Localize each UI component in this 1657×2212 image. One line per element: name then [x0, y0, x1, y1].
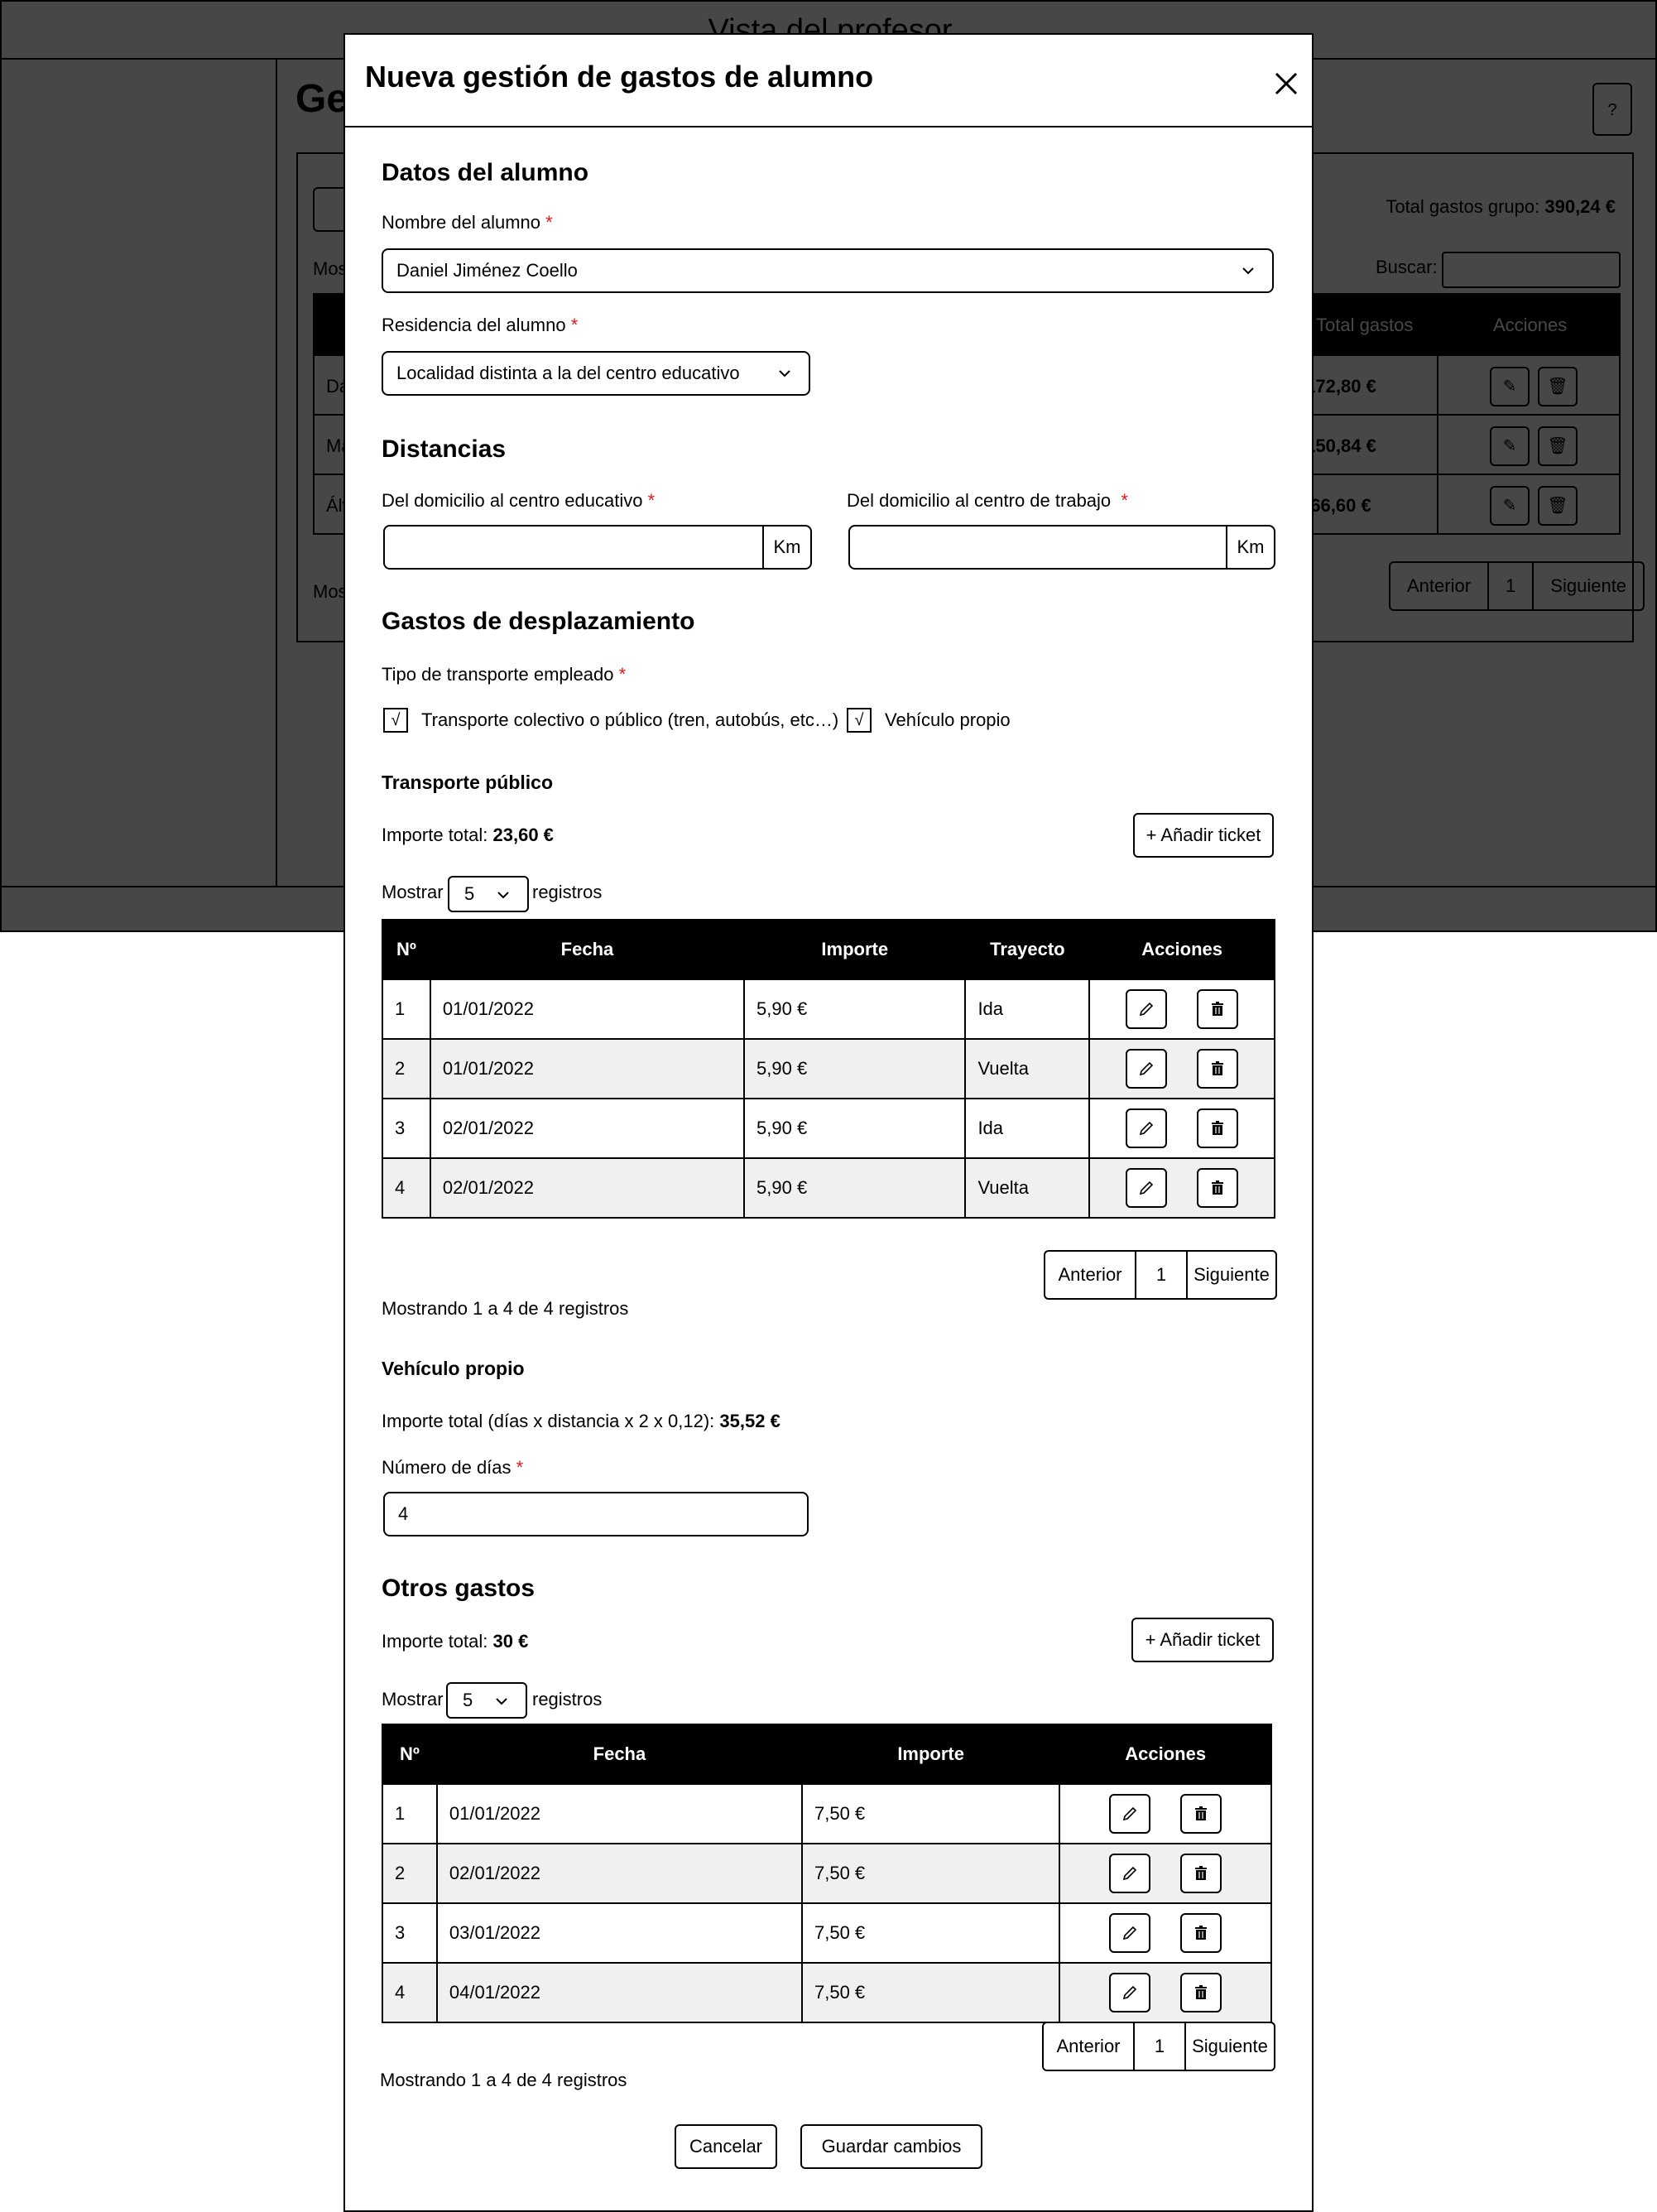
page-size-value: 5 [463, 1690, 473, 1710]
days-label: Número de días * [382, 1457, 524, 1478]
work-distance-label: Del domicilio al centro de trabajo * [847, 490, 1128, 511]
expense-modal [343, 33, 1314, 2212]
delete-button[interactable] [1180, 1913, 1222, 1953]
next-button[interactable]: Siguiente [1184, 2023, 1274, 2070]
edit-button[interactable] [1109, 1913, 1150, 1953]
trash-icon [1208, 1060, 1227, 1078]
public-transport-footer: Mostrando 1 a 4 de 4 registros [382, 1298, 629, 1319]
cell-date: 02/01/2022 [430, 1158, 744, 1218]
chevron-down-icon [777, 366, 792, 381]
pencil-icon [1137, 1000, 1155, 1018]
table-row [382, 979, 1275, 1039]
edit-button[interactable] [1126, 1049, 1167, 1089]
next-button[interactable]: Siguiente [1186, 1252, 1275, 1298]
delete-button[interactable] [1197, 1168, 1238, 1208]
cell-date: 03/01/2022 [437, 1903, 802, 1963]
cell-amount: 5,90 € [744, 1158, 965, 1218]
trash-icon [1192, 1984, 1210, 2002]
cell-amount: 5,90 € [744, 979, 965, 1039]
cell-number: 4 [382, 1158, 430, 1218]
other-expenses-total: Importe total: 30 € [382, 1631, 529, 1652]
student-name-value: Daniel Jiménez Coello [396, 260, 578, 281]
cell-number: 2 [382, 1039, 430, 1099]
cell-number: 3 [382, 1903, 437, 1963]
chevron-down-icon [494, 1694, 509, 1709]
cell-number: 1 [382, 979, 430, 1039]
pencil-icon [1121, 1984, 1139, 2002]
add-ticket-button[interactable]: + Añadir ticket [1133, 813, 1274, 858]
school-distance-label: Del domicilio al centro educativo * [382, 490, 656, 511]
work-distance-input[interactable] [848, 525, 1275, 570]
section-travel: Gastos de desplazamiento [382, 608, 695, 635]
public-transport-table [382, 919, 1275, 1219]
prev-button[interactable]: Anterior [1056, 2036, 1121, 2056]
residence-select[interactable] [382, 351, 810, 396]
residence-label: Residencia del alumno * [382, 315, 579, 335]
transport-type-label: Tipo de transporte empleado * [382, 664, 627, 685]
public-transport-pagination [1044, 1250, 1277, 1300]
page-size-value: 5 [464, 883, 475, 904]
trash-icon [1208, 1119, 1227, 1137]
section-distances: Distancias [382, 435, 507, 463]
residence-value: Localidad distinta a la del centro educativo [396, 363, 740, 383]
cell-date: 04/01/2022 [437, 1963, 802, 2022]
km-unit: Km [762, 527, 810, 568]
pencil-icon [1121, 1924, 1139, 1942]
edit-button[interactable] [1109, 1854, 1150, 1893]
modal-title: Nueva gestión de gastos de alumno [365, 60, 874, 94]
cell-actions [1089, 1099, 1275, 1158]
page-number[interactable]: 1 [1135, 1252, 1186, 1298]
pencil-icon [1137, 1179, 1155, 1197]
table-row [382, 1903, 1271, 1963]
table-row [382, 1158, 1275, 1218]
prev-button[interactable]: Anterior [1058, 1264, 1122, 1285]
edit-button[interactable] [1109, 1973, 1150, 2012]
delete-button[interactable] [1197, 1049, 1238, 1089]
table-row [382, 1099, 1275, 1158]
close-icon[interactable] [1274, 71, 1299, 96]
cell-amount: 7,50 € [802, 1903, 1059, 1963]
column-number: Nº [382, 1724, 437, 1784]
show-label: Mostrar [382, 1689, 444, 1709]
cell-route: Vuelta [965, 1039, 1089, 1099]
days-value: 4 [398, 1503, 409, 1524]
column-amount: Importe [802, 1724, 1059, 1784]
other-expenses-footer: Mostrando 1 a 4 de 4 registros [380, 2070, 627, 2090]
table-row [382, 1963, 1271, 2022]
km-unit: Km [1226, 527, 1274, 568]
student-name-select[interactable] [382, 248, 1274, 293]
records-label: registros [532, 1689, 603, 1709]
cell-number: 1 [382, 1784, 437, 1844]
public-transport-title: Transporte público [382, 772, 554, 793]
cell-amount: 5,90 € [744, 1039, 965, 1099]
trash-icon [1192, 1924, 1210, 1942]
own-vehicle-total: Importe total (días x distancia x 2 x 0,12): 35,52 € [382, 1411, 780, 1431]
public-transport-total: Importe total: 23,60 € [382, 825, 554, 845]
table-row [382, 1784, 1271, 1844]
trash-icon [1192, 1805, 1210, 1823]
other-expenses-table [382, 1724, 1272, 2023]
cell-date: 01/01/2022 [430, 979, 744, 1039]
delete-button[interactable] [1180, 1794, 1222, 1834]
cell-route: Vuelta [965, 1158, 1089, 1218]
delete-button[interactable] [1180, 1854, 1222, 1893]
table-header [382, 1724, 1271, 1784]
table-header [382, 920, 1275, 979]
trash-icon [1192, 1864, 1210, 1883]
public-transport-option: Transporte colectivo o público (tren, autobús, etc…) [421, 709, 839, 730]
column-amount: Importe [744, 920, 965, 979]
page-size-select[interactable] [448, 876, 529, 912]
other-expenses-pagination [1042, 2022, 1275, 2071]
edit-button[interactable] [1126, 1168, 1167, 1208]
cell-date: 02/01/2022 [430, 1099, 744, 1158]
cancel-button[interactable]: Cancelar [675, 2124, 777, 2169]
cell-actions [1059, 1903, 1271, 1963]
pencil-icon [1121, 1864, 1139, 1883]
delete-button[interactable] [1197, 989, 1238, 1029]
cell-amount: 7,50 € [802, 1784, 1059, 1844]
school-distance-input[interactable] [383, 525, 812, 570]
delete-button[interactable] [1180, 1973, 1222, 2012]
cell-amount: 5,90 € [744, 1099, 965, 1158]
cell-date: 01/01/2022 [430, 1039, 744, 1099]
trash-icon [1208, 1000, 1227, 1018]
student-name-label: Nombre del alumno * [382, 212, 553, 233]
pencil-icon [1137, 1119, 1155, 1137]
cell-date: 01/01/2022 [437, 1784, 802, 1844]
column-actions: Acciones [1089, 920, 1275, 979]
section-student: Datos del alumno [382, 159, 589, 186]
cell-amount: 7,50 € [802, 1844, 1059, 1903]
cell-actions [1059, 1844, 1271, 1903]
column-number: Nº [382, 920, 430, 979]
trash-icon [1208, 1179, 1227, 1197]
cell-actions [1059, 1963, 1271, 2022]
column-date: Fecha [437, 1724, 802, 1784]
chevron-down-icon [496, 887, 511, 902]
show-label: Mostrar [382, 882, 444, 902]
cell-actions [1059, 1784, 1271, 1844]
table-row [382, 1844, 1271, 1903]
modal-header [345, 35, 1312, 127]
own-vehicle-checkbox[interactable]: √ [847, 708, 872, 733]
add-ticket-button[interactable]: + Añadir ticket [1131, 1618, 1274, 1662]
cell-route: Ida [965, 1099, 1089, 1158]
pencil-icon [1137, 1060, 1155, 1078]
public-transport-checkbox[interactable]: √ [383, 708, 408, 733]
table-row [382, 1039, 1275, 1099]
page-size-select[interactable] [446, 1682, 527, 1719]
save-button[interactable]: Guardar cambios [800, 2124, 982, 2169]
edit-button[interactable] [1126, 989, 1167, 1029]
edit-button[interactable] [1109, 1794, 1150, 1834]
cell-number: 4 [382, 1963, 437, 2022]
page-number[interactable]: 1 [1133, 2023, 1184, 2070]
section-other-expenses: Otros gastos [382, 1575, 536, 1602]
cell-amount: 7,50 € [802, 1963, 1059, 2022]
cell-actions [1089, 979, 1275, 1039]
cell-actions [1089, 1039, 1275, 1099]
records-label: registros [532, 882, 603, 902]
cell-number: 2 [382, 1844, 437, 1903]
cell-date: 02/01/2022 [437, 1844, 802, 1903]
cell-route: Ida [965, 979, 1089, 1039]
cell-number: 3 [382, 1099, 430, 1158]
own-vehicle-option: Vehículo propio [885, 709, 1011, 730]
delete-button[interactable] [1197, 1108, 1238, 1148]
chevron-down-icon [1241, 263, 1256, 278]
pencil-icon [1121, 1805, 1139, 1823]
column-date: Fecha [430, 920, 744, 979]
own-vehicle-title: Vehículo propio [382, 1358, 525, 1379]
days-input[interactable] [383, 1492, 809, 1536]
column-route: Trayecto [965, 920, 1089, 979]
cell-actions [1089, 1158, 1275, 1218]
edit-button[interactable] [1126, 1108, 1167, 1148]
column-actions: Acciones [1059, 1724, 1271, 1784]
